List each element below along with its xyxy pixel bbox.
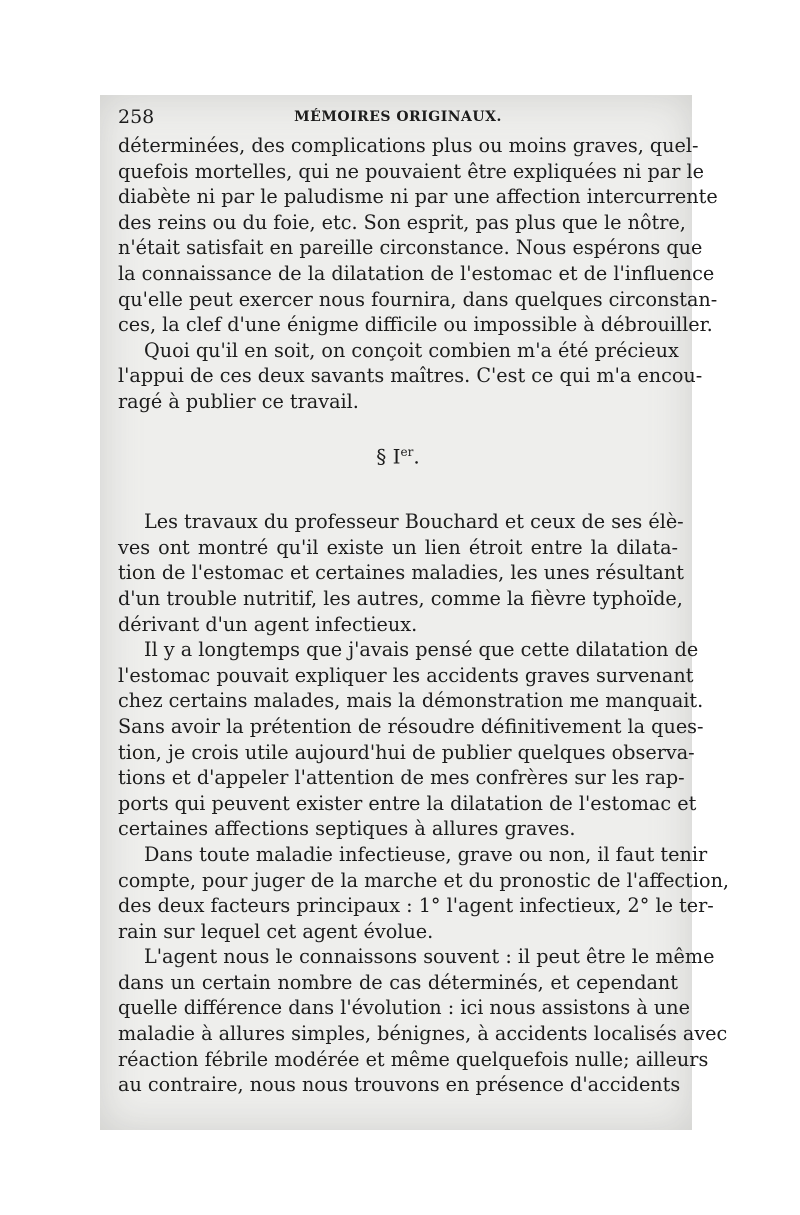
text-line: n'était satisfait en pareille circonstance. Nous espérons que — [118, 236, 703, 260]
running-head — [118, 101, 678, 133]
text-line: des reins ou du foie, etc. Son esprit, pas plus que le nôtre, — [118, 210, 686, 234]
text-line: Il y a longtemps que j'avais pensé que cette dilatation de — [144, 638, 699, 662]
text-line: compte, pour juger de la marche et du pronostic de l'affection, — [118, 868, 730, 892]
text-line: dérivant d'un agent infectieux. — [118, 612, 418, 636]
text-line: rain sur lequel cet agent évolue. — [118, 919, 434, 943]
text-line: Dans toute maladie infectieuse, grave ou non, il faut tenir — [144, 842, 708, 866]
section-heading-text: § I — [376, 444, 401, 469]
text-line: l'estomac pouvait expliquer les accidents graves survenant — [118, 663, 694, 687]
scanned-page — [100, 95, 730, 1130]
text-line: ports qui peuvent exister entre la dilatation de l'estomac et — [118, 791, 697, 815]
text-line: ves ont montré qu'il existe un lien étroit entre la dilata- — [118, 535, 678, 559]
text-line: d'un trouble nutritif, les autres, comme la fièvre typhoïde, — [118, 586, 683, 610]
page-content — [118, 101, 730, 1098]
text-line: au contraire, nous nous trouvons en présence d'accidents — [118, 1073, 681, 1097]
text-line: la connaissance de la dilatation de l'estomac et de l'influence — [118, 261, 715, 285]
text-line: des deux facteurs principaux : 1° l'agent infectieux, 2° le ter- — [118, 894, 714, 918]
section-heading — [118, 439, 678, 470]
text-line: quelle différence dans l'évolution : ici nous assistons à une — [118, 996, 690, 1020]
text-line: l'appui de ces deux savants maîtres. C'est ce qui m'a encou- — [118, 364, 703, 388]
text-line: Les travaux du professeur Bouchard et ceux de ses élè- — [144, 510, 684, 534]
text-line: chez certains malades, mais la démonstration me manquait. — [118, 689, 704, 713]
text-line: tion, je crois utile aujourd'hui de publier quelques observa- — [118, 740, 695, 764]
page-number: 258 — [118, 106, 155, 128]
paragraph-6 — [118, 944, 728, 1098]
text-line: maladie à allures simples, bénignes, à accidents localisés avec — [118, 1022, 728, 1046]
text-line: quefois mortelles, qui ne pouvaient être expliquées ni par le — [118, 159, 705, 183]
text-line: tion de l'estomac et certaines maladies, les unes résultant — [118, 561, 684, 585]
section-heading-superscript: er — [400, 444, 414, 459]
text-line: dans un certain nombre de cas déterminés, et cependant — [118, 970, 678, 994]
text-line: certaines affections septiques à allures graves. — [118, 817, 576, 841]
paragraph-4 — [118, 637, 704, 842]
text-line: tions et d'appeler l'attention de mes confrères sur les rap- — [118, 766, 685, 790]
text-line: réaction fébrile modérée et même quelquefois nulle; ailleurs — [118, 1047, 709, 1071]
text-line: ces, la clef d'une énigme difficile ou impossible à débrouiller. — [118, 313, 713, 337]
text-line: diabète ni par le paludisme ni par une affection intercurrente — [118, 185, 718, 209]
paragraph-5 — [118, 842, 730, 944]
paragraph-3 — [118, 509, 684, 637]
paragraph-2 — [118, 338, 703, 415]
text-line: Quoi qu'il en soit, on conçoit combien m'a été précieux — [144, 338, 679, 362]
running-title: MÉMOIRES ORIGINAUX. — [294, 109, 502, 125]
text-line: qu'elle peut exercer nous fournira, dans quelques circonstan- — [118, 287, 718, 311]
text-line: L'agent nous le connaissons souvent : il peut être le même — [144, 945, 715, 969]
paragraph-1 — [118, 133, 718, 338]
section-heading-period: . — [413, 444, 420, 469]
text-line: déterminées, des complications plus ou moins graves, quel- — [118, 134, 699, 157]
text-line: ragé à publier ce travail. — [118, 389, 359, 413]
text-line: Sans avoir la prétention de résoudre définitivement la ques- — [118, 714, 704, 738]
